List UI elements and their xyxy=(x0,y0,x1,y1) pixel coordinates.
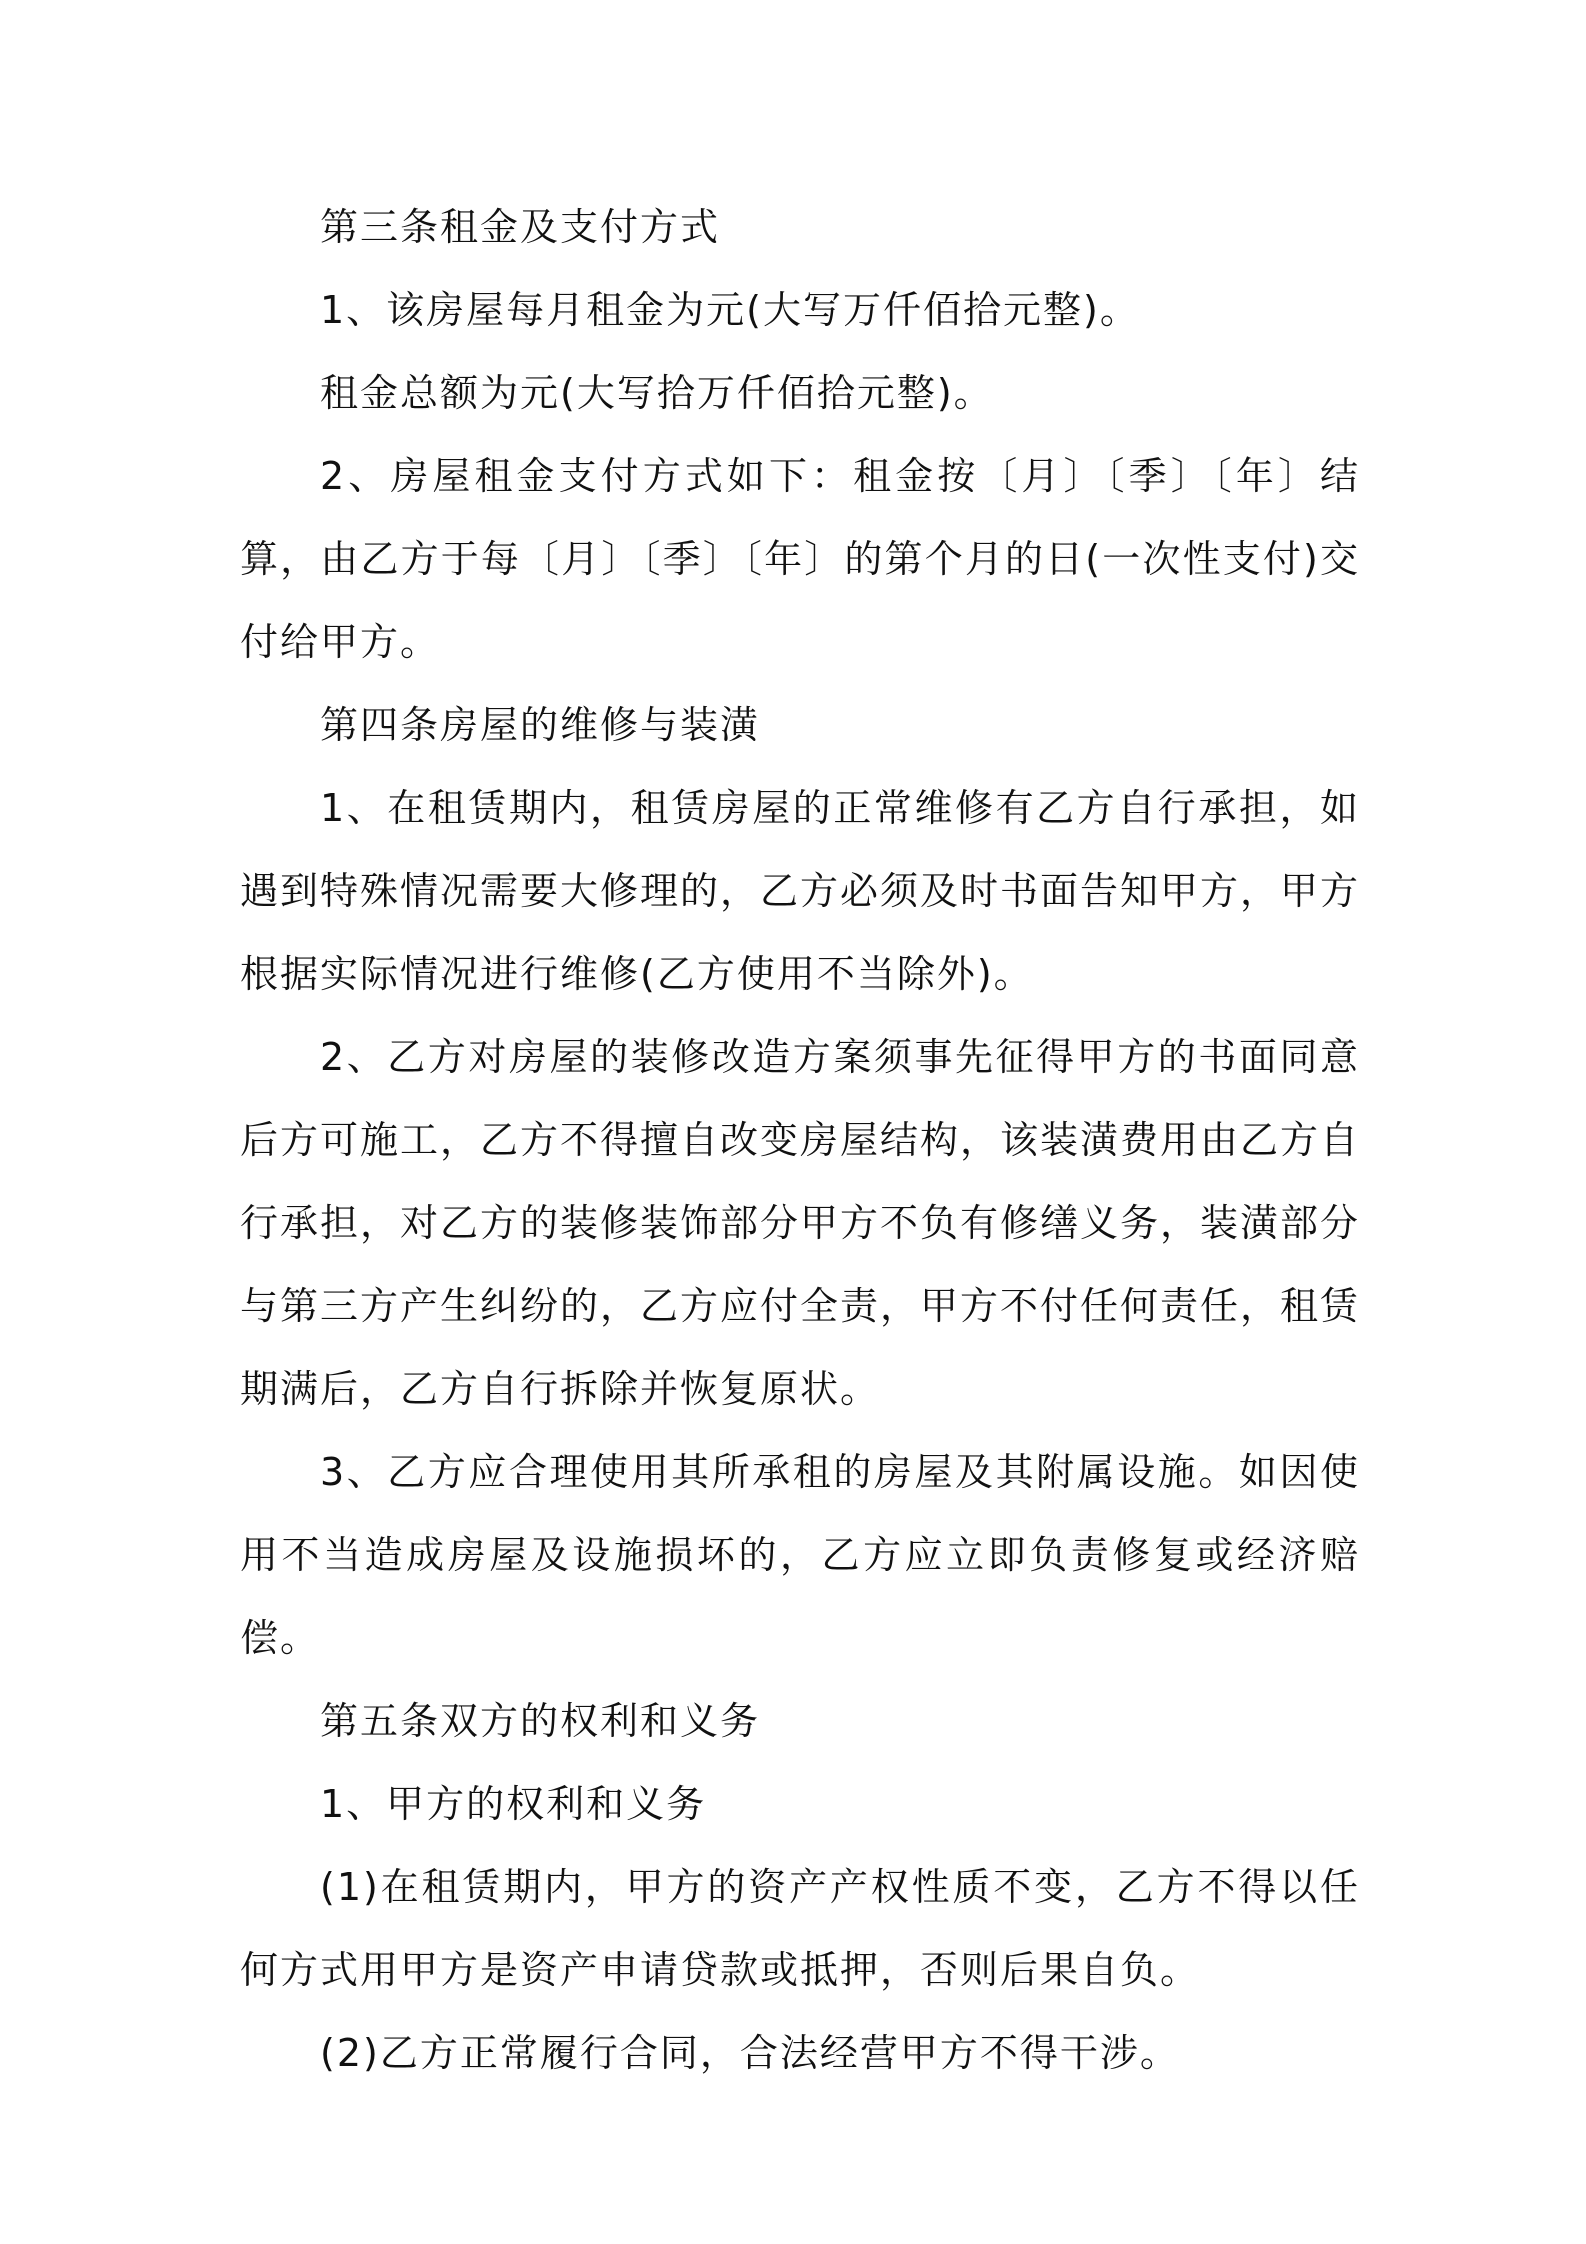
article-4-clause-2: 2、乙方对房屋的装修改造方案须事先征得甲方的书面同意后方可施工，乙方不得擅自改变房屋结构，该装潢费用由乙方自行承担，对乙方的装修装饰部分甲方不负有修缮义务，装潢部分与第三方产生纠纷的，乙方应付全责，甲方不付任何责任，租赁期满后，乙方自行拆除并恢复原状。 xyxy=(240,1035,1361,1411)
article-5-clause-1: 1、甲方的权利和义务 xyxy=(320,1782,707,1826)
article-4-clause-1: 1、在租赁期内，租赁房屋的正常维修有乙方自行承担，如遇到特殊情况需要大修理的，乙方必须及时书面告知甲方，甲方根据实际情况进行维修(乙方使用不当除外)。 xyxy=(240,786,1361,996)
article-5-heading: 第五条双方的权利和义务 xyxy=(320,1699,761,1743)
document-body xyxy=(240,186,1360,2095)
article-3-heading: 第三条租金及支付方式 xyxy=(320,205,721,249)
article-5-item-1: (1)在租赁期内，甲方的资产产权性质不变，乙方不得以任何方式用甲方是资产申请贷款或抵押，否则后果自负。 xyxy=(240,1865,1360,1992)
article-4-heading: 第四条房屋的维修与装潢 xyxy=(320,703,761,747)
article-3-total-rent: 租金总额为元(大写拾万仟佰拾元整)。 xyxy=(320,371,994,415)
article-5-item-2: (2)乙方正常履行合同，合法经营甲方不得干涉。 xyxy=(320,2031,1180,2075)
article-3-clause-2: 2、房屋租金支付方式如下：租金按〔月〕〔季〕〔年〕结算，由乙方于每〔月〕〔季〕〔年〕的第个月的日(一次性支付)交付给甲方。 xyxy=(240,454,1360,664)
article-3-clause-1: 1、该房屋每月租金为元(大写万仟佰拾元整)。 xyxy=(320,288,1140,332)
article-4-clause-3: 3、乙方应合理使用其所承租的房屋及其附属设施。如因使用不当造成房屋及设施损坏的，乙方应立即负责修复或经济赔偿。 xyxy=(240,1450,1360,1660)
